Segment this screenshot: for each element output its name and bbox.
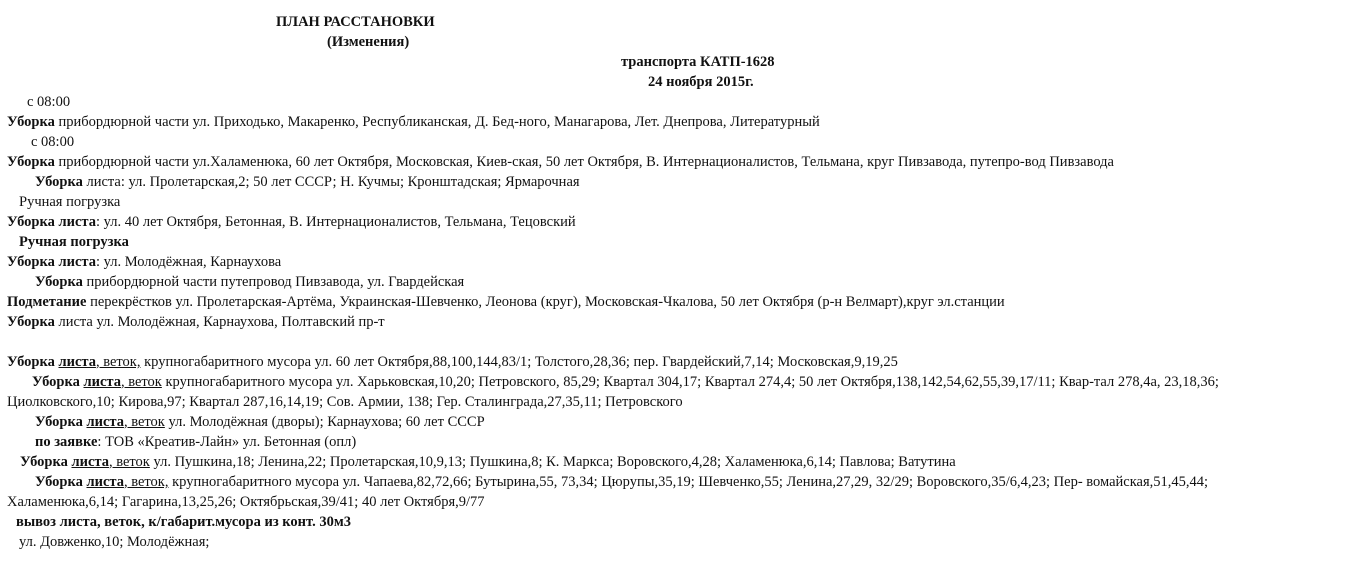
entry-bold: Ручная погрузка	[19, 234, 129, 250]
entry-bold: Уборка	[32, 374, 80, 390]
entry-bold: вывоз листа, веток, к/габарит.мусора из конт. 30м3	[16, 514, 351, 530]
entry-underlined: , веток,	[123, 474, 169, 490]
entry-text: : ул. Молодёжная, Карнаухова	[95, 254, 282, 270]
entry-bold-underlined: листа	[71, 454, 109, 470]
entry-bold-underlined: листа	[58, 354, 96, 370]
time-label	[27, 92, 70, 112]
doc-date: 24 ноября 2015г.	[648, 74, 754, 90]
entry-text: крупногабаритного мусора ул. Харьковская,10,20; Петровского, 85,29; Квартал 304,17; Квартал 274,4; 50 лет Октября,138,142,54,62,55,39,17/11; Квар-тал 278,4а, 23,18,36;	[161, 374, 1219, 390]
list-item	[20, 452, 956, 472]
entry-underlined: , веток	[123, 414, 165, 430]
list-item	[35, 432, 356, 452]
list-item	[35, 172, 580, 192]
entry-text: прибордюрной части ул.Халаменюка, 60 лет Октября, Московская, Киев-ская, 50 лет Октября, В. Интернационалистов, Тельмана, круг Пивзавода, путепро-вод Пивзавода	[54, 154, 1114, 170]
entry-text: ул. Довженко,10; Молодёжная;	[19, 534, 210, 550]
entry-text: ул. Молодёжная (дворы); Карнаухова; 60 лет СССР	[164, 414, 485, 430]
entry-bold: Уборка	[20, 454, 68, 470]
list-item	[7, 352, 898, 372]
list-item	[7, 292, 1005, 312]
entry-text: Ручная погрузка	[19, 194, 121, 210]
entry-bold: Уборка	[7, 314, 55, 330]
entry-text: Халаменюка,6,14; Гагарина,13,25,26; Октябрьская,39/41; 40 лет Октября,9/77	[7, 494, 485, 510]
entry-bold: по заявке	[35, 434, 98, 450]
entry-bold: Уборка	[7, 154, 55, 170]
entry-text: с 08:00	[31, 134, 75, 150]
entry-bold: Уборка	[7, 354, 55, 370]
entry-text: с 08:00	[27, 94, 71, 110]
entry-underlined: , веток,	[95, 354, 141, 370]
entry-text: крупногабаритного мусора ул. Чапаева,82,72,66; Бутырина,55, 73,34; Цюрупы,35,19; Шевченко,55; Ленина,27,29, 32/29; Воровского,35/6,4,23; Пер- вомайская,51,45,44;	[168, 474, 1209, 490]
time-label	[31, 132, 74, 152]
entry-bold-underlined: листа	[83, 374, 121, 390]
transport-label: транспорта КАТП-1628	[621, 54, 775, 70]
entry-text: прибордюрной части ул. Приходько, Макаренко, Республиканская, Д. Бед-ного, Манагарова, Лет. Днепрова, Литературный	[54, 114, 820, 130]
entry-bold: Уборка листа	[7, 254, 96, 270]
entry-bold: Уборка	[35, 474, 83, 490]
list-item	[19, 192, 120, 212]
entry-bold-underlined: листа	[86, 414, 124, 430]
entry-bold: Уборка листа	[7, 214, 96, 230]
doc-title: ПЛАН РАССТАНОВКИ	[276, 14, 435, 30]
entry-text: перекрёстков ул. Пролетарская-Артёма, Украинская-Шевченко, Леонова (круг), Московская-Чкалова, 50 лет Октября (р-н Велмарт),круг эл.станции	[86, 294, 1005, 310]
list-item	[32, 372, 1219, 392]
list-item	[16, 512, 351, 532]
list-item	[19, 532, 209, 552]
entry-text: Циолковского,10; Кирова,97; Квартал 287,16,14,19; Сов. Армии, 138; Гер. Сталинграда,27,35,11; Петровского	[7, 394, 683, 410]
entry-text: листа ул. Молодёжная, Карнаухова, Полтавский пр-т	[54, 314, 385, 330]
entry-bold: Уборка	[35, 174, 83, 190]
entry-text: : ТОВ «Креатив-Лайн» ул. Бетонная (опл)	[97, 434, 357, 450]
entry-text: ул. Пушкина,18; Ленина,22; Пролетарская,10,9,13; Пушкина,8; К. Маркса; Воровского,4,28; Халаменюка,6,14; Павлова; Ватутина	[149, 454, 956, 470]
entry-text: прибордюрной части путепровод Пивзавода, ул. Гвардейская	[82, 274, 465, 290]
entry-bold: Подметание	[7, 294, 87, 310]
entry-text: : ул. 40 лет Октября, Бетонная, В. Интернационалистов, Тельмана, Тецовский	[95, 214, 576, 230]
list-item-continuation	[7, 392, 683, 412]
entry-text: листа: ул. Пролетарская,2; 50 лет СССР; Н. Кучмы; Кронштадская; Ярмарочная	[82, 174, 580, 190]
list-item	[7, 312, 385, 332]
entry-text: крупногабаритного мусора ул. 60 лет Октября,88,100,144,83/1; Толстого,28,36; пер. Гвардейский,7,14; Московская,9,19,25	[140, 354, 898, 370]
entry-bold: Уборка	[35, 414, 83, 430]
list-item	[35, 412, 485, 432]
doc-subtitle: (Изменения)	[327, 34, 410, 50]
entry-bold: Уборка	[35, 274, 83, 290]
list-item	[35, 472, 1208, 492]
entry-bold: Уборка	[7, 114, 55, 130]
entry-underlined: , веток	[108, 454, 150, 470]
list-item	[19, 232, 129, 252]
entry-bold-underlined: листа	[86, 474, 124, 490]
list-item	[35, 272, 464, 292]
entry-underlined: , веток	[120, 374, 162, 390]
list-item	[7, 112, 820, 132]
list-item	[7, 152, 1114, 172]
list-item	[7, 212, 576, 232]
list-item	[7, 252, 281, 272]
list-item-continuation	[7, 492, 485, 512]
